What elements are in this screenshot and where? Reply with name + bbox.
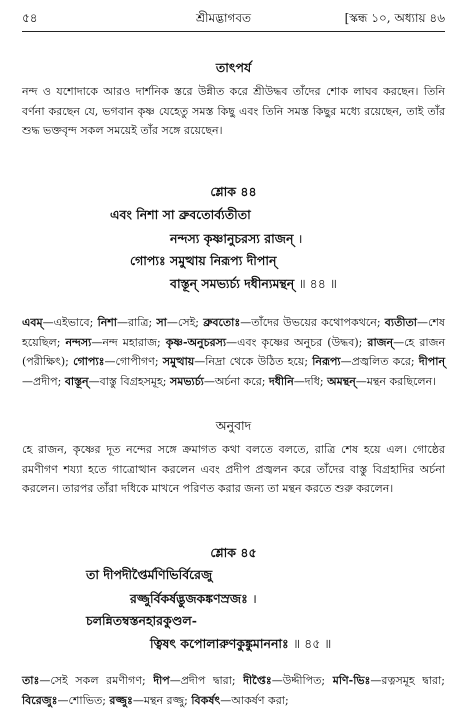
wm44-meaning: —গোপীগণ; [104, 355, 163, 368]
verse-44-line-4 [170, 276, 337, 296]
wm44-term: কৃষ্ণ-অনুচরস্য [165, 335, 227, 349]
verse-44-line-3: গোপ্যঃ সমুত্থায় নিরূপ্য দীপান্ [130, 253, 277, 268]
wm45-term: দীপ [153, 674, 170, 687]
wm44-meaning: —এইভাবে; [42, 316, 98, 329]
wm44-term: সমভ্যর্চ্য [169, 374, 204, 388]
wm44-term: নিরূপ্য [312, 355, 341, 368]
verse-44-line-4-text: বাস্তূন্ সমভ্যর্চ্য দধীন্যমন্থন্ [170, 276, 295, 291]
verse-44-line-2-text: নন্দস্য কৃষ্ণানুচরস্য রাজন্ [170, 231, 294, 246]
translation-heading: অনুবাদ [215, 418, 252, 433]
wm44-meaning: —তাঁদের উভয়ের কথোপকথনে; [240, 316, 385, 329]
wm44-term: রাজন্ [367, 335, 394, 349]
purport-heading: তাৎপর্য [215, 60, 252, 75]
wm45-meaning: —শোভিত; [57, 693, 110, 707]
verse-45-line-4 [150, 636, 331, 656]
header-rule [22, 31, 445, 32]
wm44-term: অমন্থন্ [327, 374, 356, 388]
verse-45-line-2 [130, 590, 257, 611]
page-number: ৫৪ [22, 11, 38, 25]
wm44-term: দধীনি [268, 374, 294, 388]
wm44-meaning: —নিদ্রা থেকে উঠিত হয়ে; [194, 355, 313, 368]
wm44-meaning: —প্রজ্বলিত করে; [340, 355, 419, 368]
verse-44-number: ॥ ৪৪ ॥ [298, 276, 337, 291]
verse-44-word-meanings [22, 313, 445, 391]
wm44-meaning: —দধি; [293, 374, 328, 388]
wm45-term: রজ্জুঃ [109, 693, 133, 707]
wm44-meaning: —সেই; [166, 316, 204, 329]
wm44-term: দীপান্ [418, 355, 446, 368]
verse-44-line-2 [170, 230, 303, 251]
wm45-meaning: —সেই সকল রমণীগণ; [39, 674, 154, 687]
verse-45-line-2-text: রজ্জুর্বিকর্ষদ্ভুজকঙ্কণস্রজঃ [130, 591, 248, 606]
wm45-term: বিকর্ষৎ [191, 693, 221, 707]
wm44-meaning: —এবং কৃষ্ণের অনুচর (উদ্ধব); [226, 335, 368, 349]
wm45-term: তাঃ [22, 674, 40, 687]
wm44-meaning: —শেষ হয়েছিল; [22, 316, 445, 349]
verse-45-word-meanings [22, 671, 445, 710]
wm44-meaning: —নন্দ মহারাজ; [91, 335, 166, 349]
wm44-term: ব্রুবতোঃ [203, 316, 241, 329]
wm44-meaning: —বাস্তু বিগ্রহসমূহ; [88, 374, 170, 388]
book-title: শ্রীমদ্ভাগবত [196, 11, 252, 25]
wm44-term: নন্দস্য [65, 335, 92, 349]
wm45-term: মণি-ভিঃ [332, 674, 371, 687]
wm44-meaning: —হে রাজন (পরীক্ষিৎ); [22, 335, 446, 368]
wm44-meaning: —অর্চনা করে; [203, 374, 269, 388]
wm45-meaning: —আকর্ষণ করা; [220, 693, 289, 707]
wm45-meaning: —মন্থন রজ্জু; [132, 693, 192, 707]
wm44-term: বাস্তূন্ [64, 374, 89, 388]
wm45-meaning: —প্রদীপ দ্বারা; [169, 674, 244, 687]
verse-44-line-1: এবং নিশা সা ব্রুবতোর্ব্যতীতা [110, 207, 251, 222]
chapter-reference: [স্কন্ধ ১০, অধ্যায় ৪৬ [344, 11, 445, 25]
wm44-meaning: —প্রদীপ; [22, 374, 65, 388]
verse-45-line-4-text: ত্বিষৎ কপোলারুণকুঙ্কুমাননাঃ [150, 636, 289, 651]
purport-text: নন্দ ও যশোদাকে আরও দার্শনিক স্তরে উন্নীত করে শ্রীউদ্ধব তাঁদের শোক লাঘব করছেন। তিনি বর্ণনা করছেন যে, ভগবান কৃষ্ণ যেহেতু সমস্ত কিছু এবং তিনি সমস্ত কিছুর মধ্যে রয়েছেন, তাই তাঁর শুদ্ধ ভক্তবৃন্দ সকল সময়েই তাঁর সঙ্গে রয়েছেন। [22, 85, 445, 137]
verse-45-line-2-mark: । [252, 591, 257, 606]
wm44-term: এবম্ [22, 316, 43, 329]
wm44-term: সা [156, 316, 167, 329]
wm45-meaning: —উদ্দীপিত; [271, 674, 333, 687]
translation-text: হে রাজন, কৃষ্ণের দূত নন্দের সঙ্গে ক্রমাগত কথা বলতে বলতে, রাত্রি শেষ হয়ে এল। গোষ্ঠের রমণীগণ শয্যা হতে গাত্রোত্থান করলেন এবং প্রদীপ প্রজ্বলন করে তাঁদের বাস্তু বিগ্রহাদির অর্চনা করলেন। তারপর তাঁরা দধিকে মাখনে পরিণত করার জন্য তা মন্থন করতে শুরু করলেন। [22, 443, 445, 495]
wm45-term: বিরেজুঃ [22, 693, 58, 707]
wm44-meaning: —মন্থন করছিলেন। [355, 374, 437, 388]
wm45-term: দীপ্তৈঃ [243, 674, 272, 687]
verse-45-heading: শ্লোক ৪৫ [210, 545, 257, 560]
wm45-meaning: —রত্নসমূহ দ্বারা; [370, 674, 445, 687]
wm44-term: নিশা [97, 316, 117, 329]
wm44-term: গোপ্যঃ [73, 355, 105, 368]
verse-45-line-3: চলন্নিতম্বস্তনহারকুণ্ডল- [86, 613, 197, 628]
wm44-term: সমুত্থায় [162, 355, 195, 368]
verse-44-heading: শ্লোক ৪৪ [210, 184, 257, 199]
verse-44-line-2-mark: । [297, 231, 303, 246]
verse-45-line-1: তা দীপদীপ্তৈর্মণিভির্বিরেজু [86, 567, 213, 582]
verse-45-number: ॥ ৪৫ ॥ [293, 636, 332, 651]
wm44-meaning: —রাত্রি; [116, 316, 157, 329]
wm44-term: ব্যতীতা [384, 316, 417, 329]
